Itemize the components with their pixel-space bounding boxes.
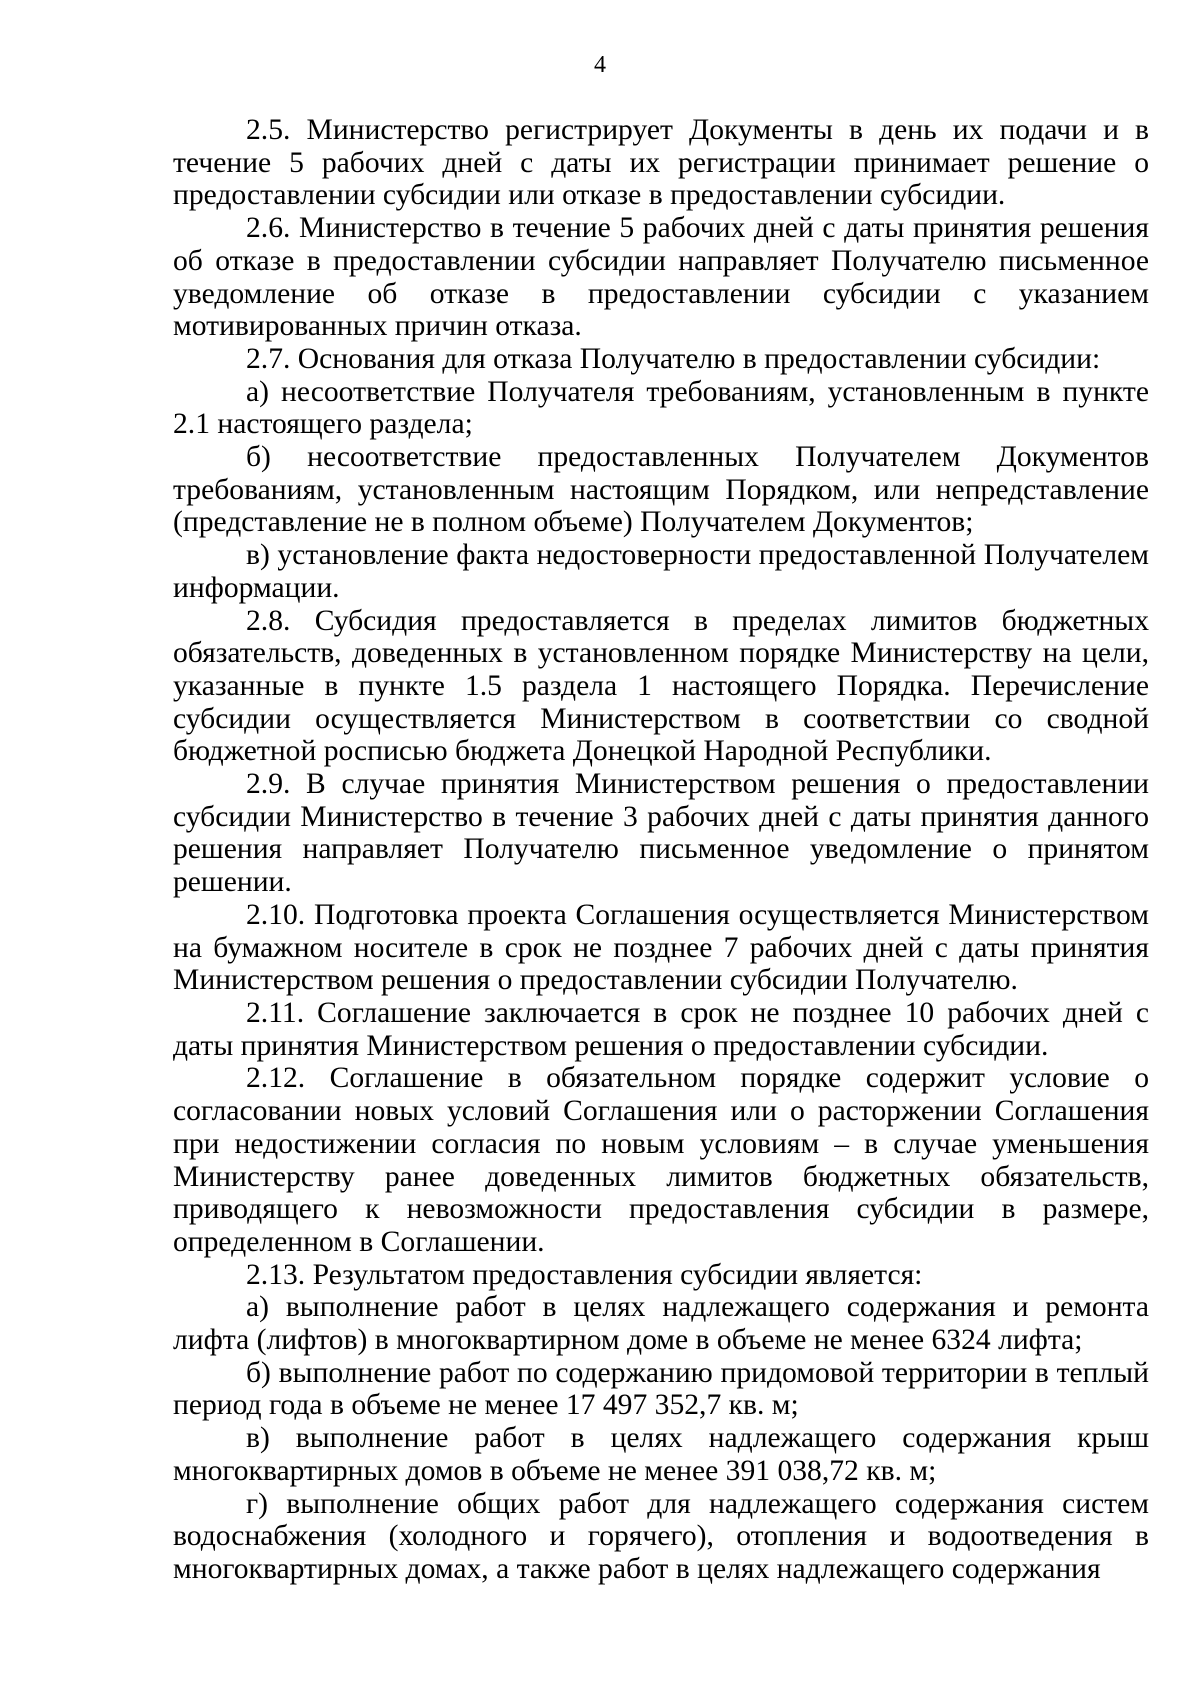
list-item-2-13-v: в) выполнение работ в целях надлежащего содержания крыш многоквартирных домов в объеме не менее 391 038,72 кв. м; [173,1422,1149,1487]
list-item-2-13-g: г) выполнение общих работ для надлежащего содержания систем водоснабжения (холодного и горячего), отопления и водоотведения в многоквартирных домах, а также работ в целях надлежащего содержания [173,1487,1149,1585]
document-body [173,114,1149,1586]
paragraph-2-13: 2.13. Результатом предоставления субсидии является: [246,1258,923,1291]
list-item-2-7-v: в) установление факта недостоверности предоставленной Получателем информации. [173,539,1149,604]
paragraph-2-5: 2.5. Министерство регистрирует Документы в день их подачи и в течение 5 рабочих дней с даты их регистрации принимает решение о предоставлении субсидии или отказе в предоставлении субсидии. [173,114,1149,212]
page-number: 4 [594,52,606,78]
list-item-2-13-a: а) выполнение работ в целях надлежащего содержания и ремонта лифта (лифтов) в многоквартирном доме в объеме не менее 6324 лифта; [173,1291,1149,1357]
paragraph-2-12: 2.12. Соглашение в обязательном порядке содержит условие о согласовании новых условий Соглашения или о расторжении Соглашения при недостижении согласия по новым условиям – в случае уменьшения Министерству ранее доведенных лимитов бюджетных обязательств, приводящего к невозможности предоставления субсидии в размере, определенном в Соглашении. [173,1062,1149,1258]
list-item-2-13-b: б) выполнение работ по содержанию придомовой территории в теплый период года в объеме не менее 17 497 352,7 кв. м; [173,1356,1149,1422]
paragraph-2-10: 2.10. Подготовка проекта Соглашения осуществляется Министерством на бумажном носителе в срок не позднее 7 рабочих дней с даты принятия Министерством решения о предоставлении субсидии Получателю. [173,898,1149,997]
paragraph-2-6: 2.6. Министерство в течение 5 рабочих дней с даты принятия решения об отказе в предоставлении субсидии направляет Получателю письменное уведомление об отказе в предоставлении субсидии с указанием мотивированных причин отказа. [173,212,1149,343]
paragraph-2-7: 2.7. Основания для отказа Получателю в предоставлении субсидии: [246,342,1101,375]
list-item-2-7-b: б) несоответствие предоставленных Получателем Документов требованиям, установленным настоящим Порядком, или непредставление (представление не в полном объеме) Получателем Документов; [173,441,1149,539]
paragraph-2-8: 2.8. Субсидия предоставляется в пределах лимитов бюджетных обязательств, доведенных в установленном порядке Министерству на цели, указанные в пункте 1.5 раздела 1 настоящего Порядка. Перечисление субсидии осуществляется Министерством в соответствии со сводной бюджетной росписью бюджета Донецкой Народной Республики. [173,604,1149,768]
list-item-2-7-a: а) несоответствие Получателя требованиям, установленным в пункте 2.1 настоящего раздела; [173,375,1149,441]
paragraph-2-9: 2.9. В случае принятия Министерством решения о предоставлении субсидии Министерство в течение 3 рабочих дней с даты принятия данного решения направляет Получателю письменное уведомление о принятом решении. [173,768,1149,899]
paragraph-2-11: 2.11. Соглашение заключается в срок не позднее 10 рабочих дней с даты принятия Министерством решения о предоставлении субсидии. [173,996,1149,1062]
